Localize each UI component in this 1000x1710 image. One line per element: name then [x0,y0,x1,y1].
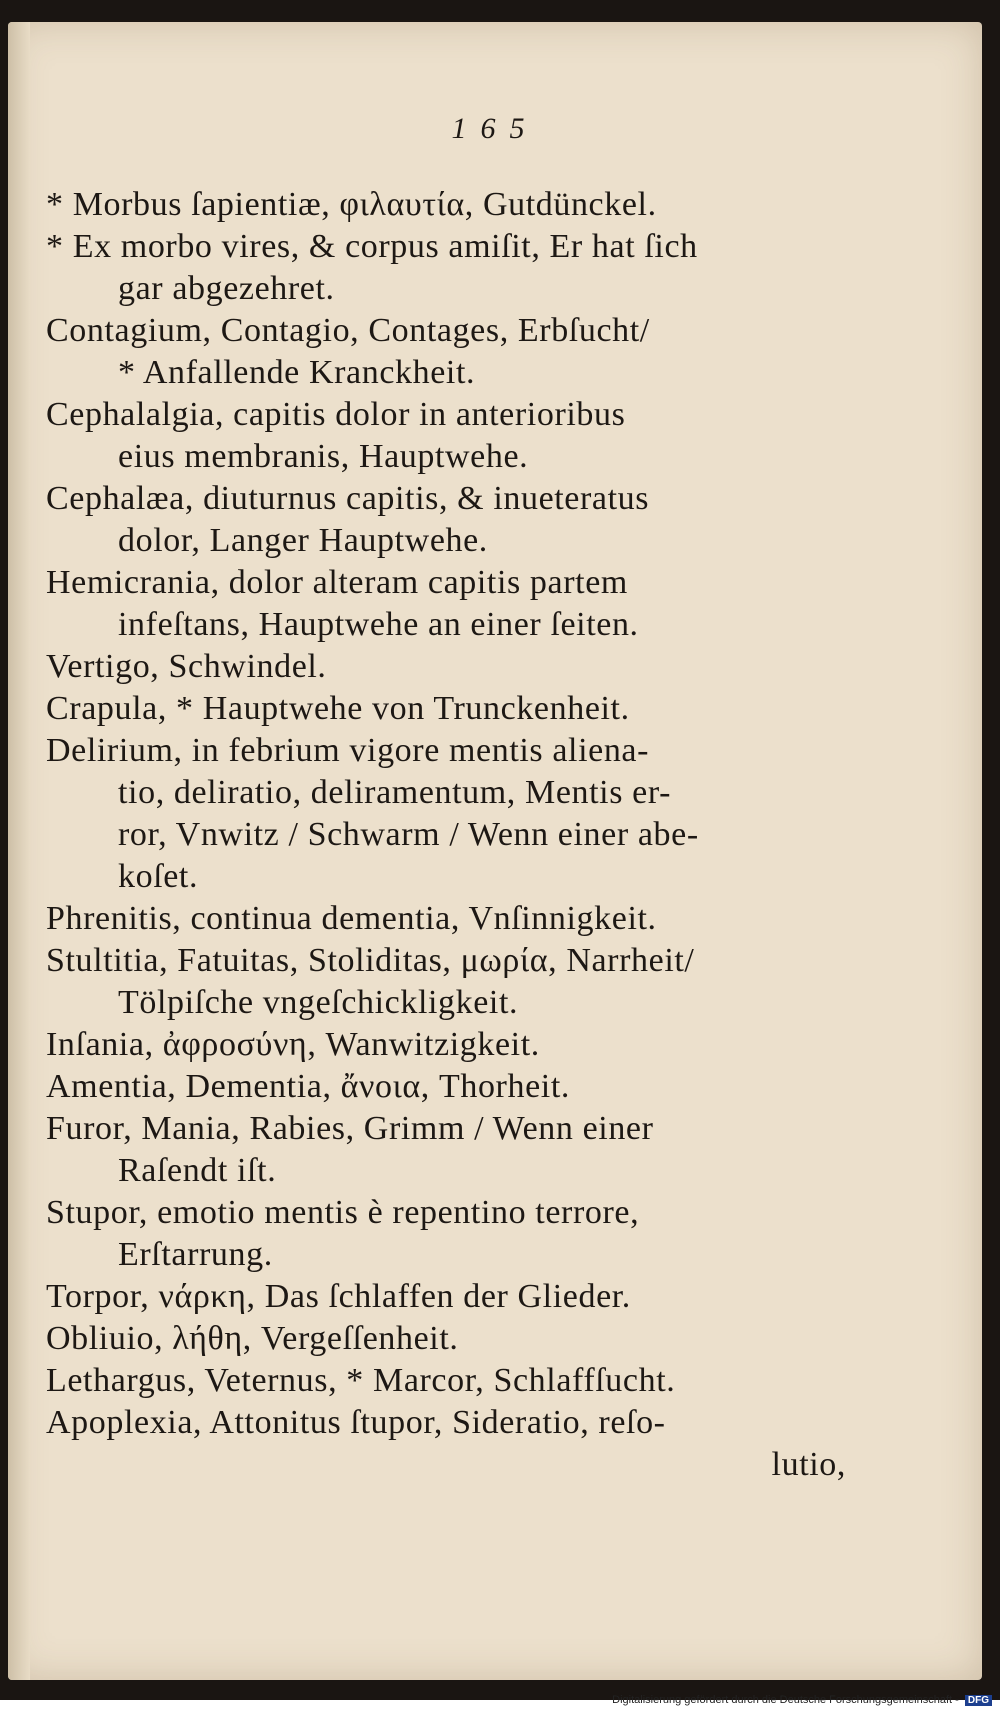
text-line: tio, deliratio, deliramentum, Mentis er- [118,774,672,811]
text-line: Hemicrania, dolor alteram capitis partem [46,564,628,601]
text-line: Erſtarrung. [118,1236,273,1273]
glossary-entries [46,184,846,1486]
text-line: infeſtans, Hauptwehe an einer ſeiten. [118,606,639,643]
page-gutter [8,22,30,1680]
digitization-footer: Digitalisierung gefördert durch die Deutsche Forschungsgemeinschaft - DFG [612,1694,992,1706]
text-line: Apoplexia, Attonitus ſtupor, Sideratio, reſo- [46,1404,666,1441]
text-line: Cephalæa, diuturnus capitis, & inueteratus [46,480,650,517]
text-line: * Anfallende Kranckheit. [118,354,476,391]
book-page [8,22,982,1680]
dfg-logo: DFG [965,1695,992,1706]
text-line: Delirium, in febrium vigore mentis aliena- [46,732,650,769]
text-line: * Morbus ſapientiæ, φιλαυτία, Gutdünckel. [46,186,657,223]
text-line: koſet. [118,858,199,895]
text-line: Phrenitis, continua dementia, Vnſinnigkeit. [46,900,657,937]
text-line: Cephalalgia, capitis dolor in anterioribus [46,396,626,433]
text-line: Furor, Mania, Rabies, Grimm / Wenn einer [46,1110,654,1147]
text-line: Tölpiſche vngeſchickligkeit. [118,984,519,1021]
text-line: Raſendt iſt. [118,1152,277,1189]
text-line: Obliuio, λήθη, Vergeſſenheit. [46,1320,459,1357]
text-line: Contagium, Contagio, Contages, Erbſucht/ [46,312,650,349]
text-line: Crapula, * Hauptwehe von Trunckenheit. [46,690,630,727]
text-line: dolor, Langer Hauptwehe. [118,522,488,559]
text-line: Lethargus, Veternus, * Marcor, Schlaffſucht. [46,1362,676,1399]
text-line: Stupor, emotio mentis è repentino terrore, [46,1194,640,1231]
text-line: eius membranis, Hauptwehe. [118,438,529,475]
text-line: Stultitia, Fatuitas, Stoliditas, μωρία, Narrheit/ [46,942,695,979]
text-line: gar abgezehret. [118,270,335,307]
text-line: Amentia, Dementia, ἄνοια, Thorheit. [46,1068,570,1105]
text-line: ror, Vnwitz / Schwarm / Wenn einer abe- [118,816,699,853]
text-line: Torpor, νάρκη, Das ſchlaffen der Glieder. [46,1278,631,1315]
text-line: lutio, [771,1446,846,1483]
text-line: Inſania, ἀφροσύνη, Wanwitzigkeit. [46,1026,540,1063]
text-line: * Ex morbo vires, & corpus amiſit, Er hat ſich [46,228,698,265]
text-line: Vertigo, Schwindel. [46,648,327,685]
page-number: 165 [451,112,539,145]
footer-text: Digitalisierung gefördert durch die Deutsche Forschungsgemeinschaft [612,1694,953,1706]
